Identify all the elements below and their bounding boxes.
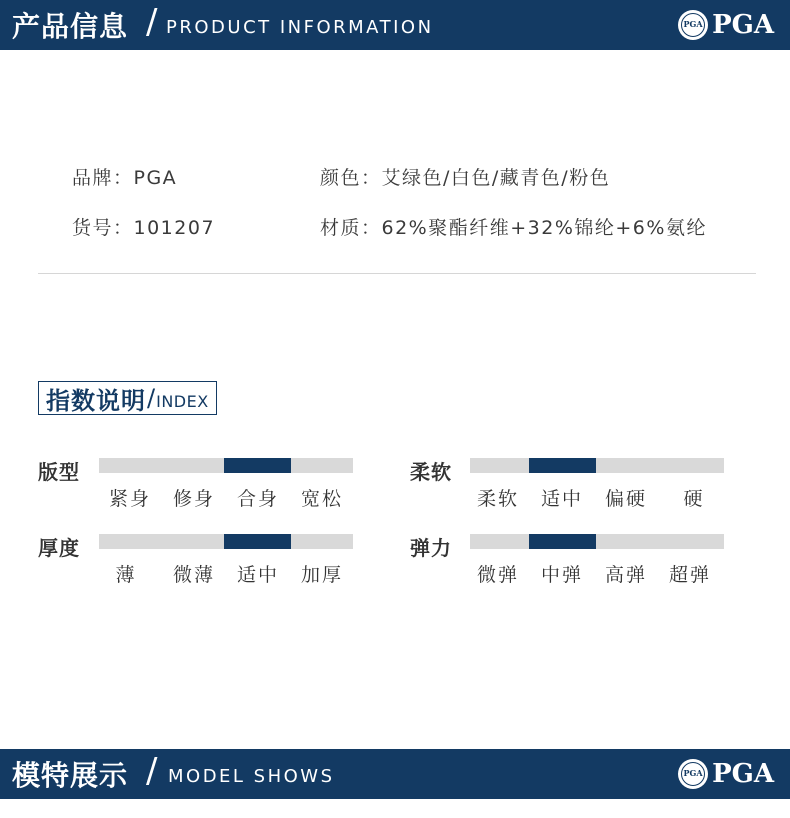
option-softness-4: 硬 xyxy=(683,488,705,510)
option-softness-3: 偏硬 xyxy=(604,488,647,510)
metric-label-elasticity: 弹力 xyxy=(410,536,452,560)
section-title-models: 模特展示 xyxy=(12,759,129,792)
index-subtitle: INDEX xyxy=(156,391,209,411)
pga-wordmark: PGA xyxy=(712,10,774,40)
scale-bar-fit xyxy=(99,458,353,473)
title-slash-models: / xyxy=(146,751,158,791)
scale-bar-elasticity xyxy=(470,534,724,549)
scale-bar-fill-thickness xyxy=(224,534,291,549)
scale-bar-fill-fit xyxy=(224,458,291,473)
pga-wordmark-footer: PGA xyxy=(712,759,774,789)
option-thickness-4: 加厚 xyxy=(300,564,343,586)
index-title: 指数说明 xyxy=(46,386,146,415)
scale-bar-softness xyxy=(470,458,724,473)
section-subtitle-models: MODEL SHOWS xyxy=(168,766,335,787)
pga-logo-footer xyxy=(678,757,774,791)
option-fit-1: 紧身 xyxy=(108,488,151,510)
metric-label-fit: 版型 xyxy=(38,460,80,484)
index-slash: / xyxy=(147,384,156,412)
scale-bar-fill-elasticity xyxy=(529,534,596,549)
footer-band xyxy=(0,749,790,799)
section-title: 产品信息 xyxy=(12,10,129,43)
option-fit-3: 合身 xyxy=(236,488,279,510)
option-fit-4: 宽松 xyxy=(300,488,343,510)
color-info: 颜色：艾绿色/白色/藏青色/粉色 xyxy=(320,167,611,189)
option-elasticity-1: 微弹 xyxy=(476,564,519,586)
index-heading xyxy=(38,381,217,415)
header-band xyxy=(0,0,790,50)
option-fit-2: 修身 xyxy=(172,488,215,510)
option-thickness-3: 适中 xyxy=(236,564,279,586)
scale-bar-thickness xyxy=(99,534,353,549)
section-subtitle: PRODUCT INFORMATION xyxy=(166,17,434,38)
metric-label-softness: 柔软 xyxy=(410,460,452,484)
metric-label-thickness: 厚度 xyxy=(38,536,80,560)
option-thickness-1: 薄 xyxy=(115,564,137,586)
option-softness-1: 柔软 xyxy=(476,488,519,510)
option-thickness-2: 微薄 xyxy=(172,564,215,586)
divider-line xyxy=(38,273,756,274)
option-softness-2: 适中 xyxy=(540,488,583,510)
item-number-info: 货号：101207 xyxy=(72,217,216,239)
scale-bar-fill-softness xyxy=(529,458,596,473)
pga-logo xyxy=(678,8,774,42)
option-elasticity-4: 超弹 xyxy=(668,564,711,586)
pga-seal-icon: PGA xyxy=(678,10,708,40)
brand-info: 品牌：PGA xyxy=(72,167,178,189)
option-elasticity-3: 高弹 xyxy=(604,564,647,586)
option-elasticity-2: 中弹 xyxy=(540,564,583,586)
title-slash: / xyxy=(146,2,158,42)
pga-seal-icon-footer: PGA xyxy=(678,759,708,789)
material-info: 材质：62%聚酯纤维+32%锦纶+6%氨纶 xyxy=(320,217,707,239)
